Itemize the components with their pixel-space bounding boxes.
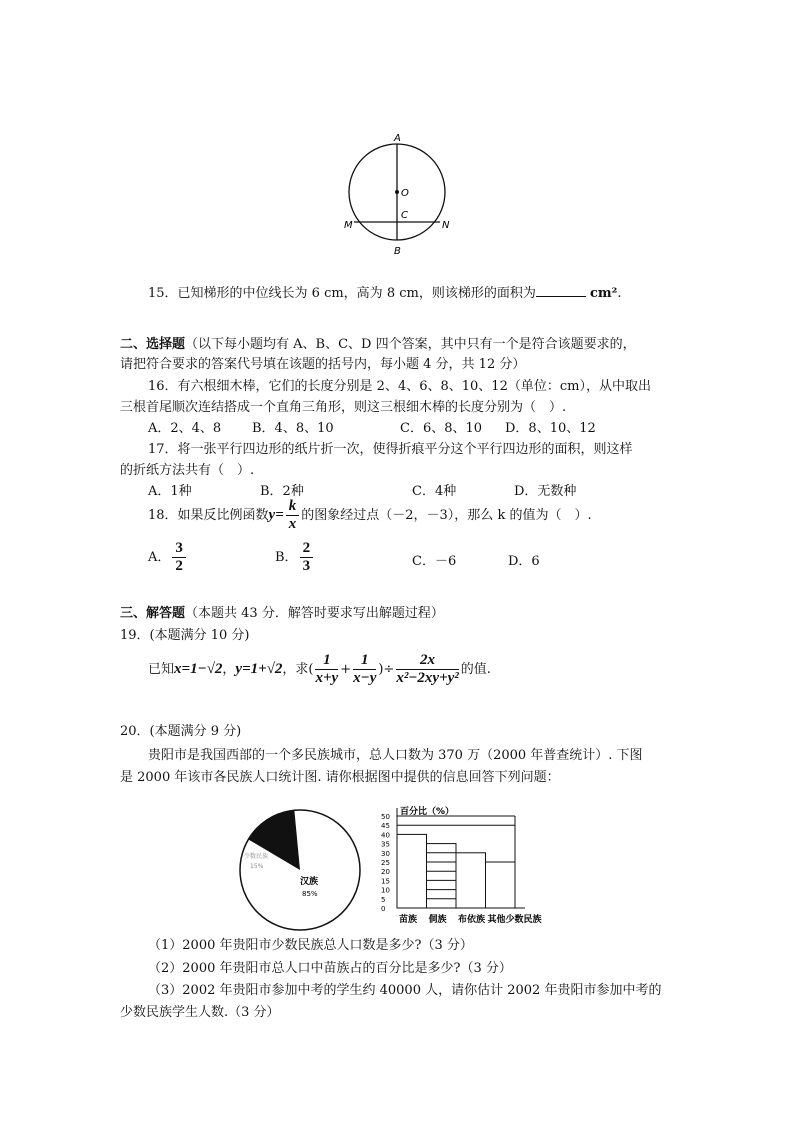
q20-para2: 是 2000 年该市各民族人口统计图. 请你根据图中提供的信息回答下列问题： bbox=[120, 770, 560, 785]
y-tick-label: 50 bbox=[381, 813, 390, 821]
y-tick-label: 40 bbox=[381, 831, 390, 840]
q18-option-c: C．－6 bbox=[412, 554, 457, 569]
bar-其他少数民族 bbox=[486, 862, 516, 908]
x-tick-label: 布依族 bbox=[458, 915, 486, 925]
label-m: M bbox=[344, 220, 353, 231]
q20-para1: 贵阳市是我国西部的一个多民族城市，总人口数为 370 万（2000 年普查统计）. 下图 bbox=[148, 748, 643, 763]
answer-blank[interactable] bbox=[536, 296, 586, 297]
x-tick-label: 其他少数民族 bbox=[487, 915, 542, 925]
x-tick-label: 苗族 bbox=[399, 915, 418, 925]
q17-option-d: D．无数种 bbox=[514, 484, 577, 499]
q16-option-a: A．2、4、8 bbox=[148, 421, 222, 436]
bar-布依族 bbox=[456, 853, 486, 908]
y-tick-label: 10 bbox=[381, 886, 390, 895]
q17-line1: 17．将一张平行四边形的纸片折一次，使得折痕平分这个平行四边形的面积，则这样 bbox=[148, 442, 633, 457]
y-tick-label: 45 bbox=[381, 822, 390, 831]
q17-line2: 的折纸方法共有（ ）. bbox=[120, 463, 255, 478]
q18: 18．如果反比例函数y= $\frac{k}{x}$ 的图象经过点（－2，－3），那么 k 的值为（ ）. bbox=[148, 498, 592, 532]
q19-expression: 已知x=1−√2，y=1+√2，求( $\frac{1}{x+y}$ + $\frac{1}{x-y}$ )÷ $\frac{2x}{\text{x²−2xy+y²}}$ 的值. bbox=[148, 652, 491, 686]
q19-head: 19．(本题满分 10 分) bbox=[120, 628, 250, 643]
q20-sub1: （1）2000 年贵阳市少数民族总人口数是多少?（3 分） bbox=[148, 938, 473, 953]
q16-line2: 三根首尾顺次连结搭成一个直角三角形，则这三根细木棒的长度分别为（ ）. bbox=[120, 400, 567, 415]
q20-sub3a: （3）2002 年贵阳市参加中考的学生约 40000 人，请你估计 2002 年贵阳市参加中考的 bbox=[148, 983, 662, 998]
q17-option-a: A．1种 bbox=[148, 484, 192, 499]
label-b: B bbox=[394, 246, 401, 257]
q16-option-b: B．4、8、10 bbox=[252, 421, 334, 436]
q16-line1: 16．有六根细木棒，它们的长度分别是 2、4、6、8、10、12（单位：cm），从中取出 bbox=[148, 379, 651, 394]
section2-desc: 请把符合要求的答案代号填在该题的括号内，每小题 4 分，共 12 分） bbox=[120, 357, 526, 372]
bar-chart bbox=[375, 800, 542, 930]
q18-option-d: D．6 bbox=[508, 554, 540, 569]
y-tick-label: 25 bbox=[381, 859, 390, 867]
x-tick-label: 侗族 bbox=[428, 915, 447, 925]
label-o: O bbox=[401, 188, 409, 199]
y-tick-label: 20 bbox=[381, 868, 390, 877]
q16-option-d: D．8、10、12 bbox=[505, 421, 596, 436]
section3-heading: 三、解答题（本题共 43 分．解答时要求写出解题过程） bbox=[120, 606, 444, 621]
pie-chart bbox=[236, 808, 366, 933]
q18-option-b: B． $\frac{2}{3}$ bbox=[275, 540, 315, 575]
bar-苗族 bbox=[397, 834, 427, 908]
q20-head: 20．(本题满分 9 分) bbox=[120, 724, 242, 739]
q18-option-a: A． $\frac{3}{2}$ bbox=[148, 540, 188, 575]
y-tick-label: 35 bbox=[381, 840, 390, 849]
y-tick-label: 15 bbox=[381, 877, 390, 886]
q17-option-b: B．2种 bbox=[260, 484, 304, 499]
y-tick-label: 0 bbox=[381, 905, 386, 913]
y-axis-label: 百分比（%） bbox=[400, 807, 455, 817]
q20-sub3b: 少数民族学生人数.（3 分） bbox=[120, 1005, 280, 1020]
circle-figure bbox=[340, 130, 460, 260]
y-tick-label: 30 bbox=[381, 849, 390, 858]
section2-heading: 二、选择题（以下每小题均有 A、B、C、D 四个答案，其中只有一个是符合该题要求的， bbox=[120, 337, 636, 352]
y-tick-label: 5 bbox=[381, 895, 386, 904]
q16-option-c: C．6、8、10 bbox=[400, 421, 483, 436]
label-a: A bbox=[394, 133, 401, 144]
label-n: N bbox=[442, 220, 450, 231]
label-c: C bbox=[401, 210, 408, 221]
q17-option-c: C．4种 bbox=[412, 484, 457, 499]
pie-value-minority: 15% bbox=[250, 863, 264, 870]
q15: 15．已知梯形的中位线长为 6 cm，高为 8 cm，则该梯形的面积为 cm². bbox=[148, 286, 622, 301]
pie-label-han: 汉族 bbox=[300, 877, 319, 887]
pie-label-minority: 少数民族 bbox=[244, 853, 269, 860]
q20-sub2: （2）2000 年贵阳市总人口中苗族占的百分比是多少?（3 分） bbox=[148, 961, 512, 976]
pie-value-han: 85% bbox=[302, 890, 318, 898]
